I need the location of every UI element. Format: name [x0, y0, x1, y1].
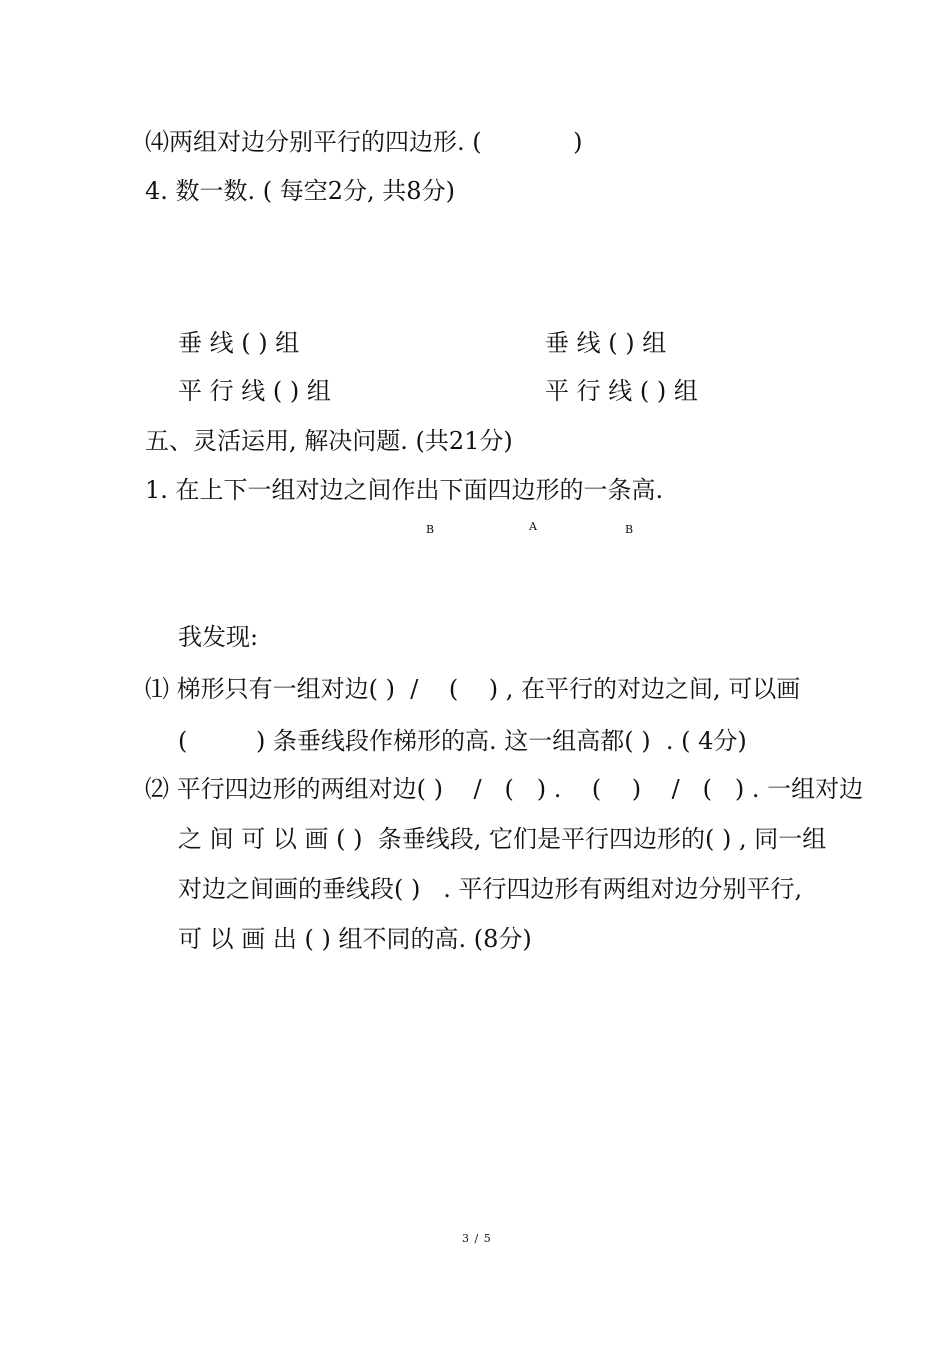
section-5-title: 五、灵活运用, 解决问题. (共21分) [145, 427, 513, 455]
perpendicular-count-right: 垂 线 ( ) 组 [545, 329, 667, 357]
parallel-count-left: 平 行 线 ( ) 组 [178, 377, 331, 405]
finding-2-line-2: 之 间 可 以 画 ( ) 条垂线段, 它们是平行四边形的( ) , 同一组 [178, 825, 827, 853]
point-label-a: A [529, 520, 537, 533]
finding-2-line-4: 可 以 画 出 ( ) 组不同的高. (8分) [178, 925, 532, 953]
question-3-4: ⑷两组对边分别平行的四边形. ( ) [145, 128, 583, 156]
perpendicular-count-left: 垂 线 ( ) 组 [178, 329, 300, 357]
finding-2-line-1: ⑵ 平行四边形的两组对边( ) / ( ) . ( ) / ( ) . 一组对边 [145, 775, 864, 803]
point-label-b-right: B [625, 523, 634, 536]
finding-1-line-1: ⑴ 梯形只有一组对边( ) / ( ) , 在平行的对边之间, 可以画 [145, 675, 801, 703]
finding-2-line-3: 对边之间画的垂线段( ) . 平行四边形有两组对边分别平行, [178, 875, 803, 903]
finding-1-line-2: ( ) 条垂线段作梯形的高. 这一组高都( ) . ( 4分) [178, 727, 747, 755]
parallel-count-right: 平 行 线 ( ) 组 [545, 377, 698, 405]
discovery-heading: 我发现: [178, 623, 259, 651]
question-5-1: 1. 在上下一组对边之间作出下面四边形的一条高. [145, 476, 664, 504]
page-number: 3 / 5 [462, 1232, 492, 1245]
point-label-b-left: B [426, 523, 435, 536]
question-4-title: 4. 数一数. ( 每空2分, 共8分) [145, 177, 455, 205]
